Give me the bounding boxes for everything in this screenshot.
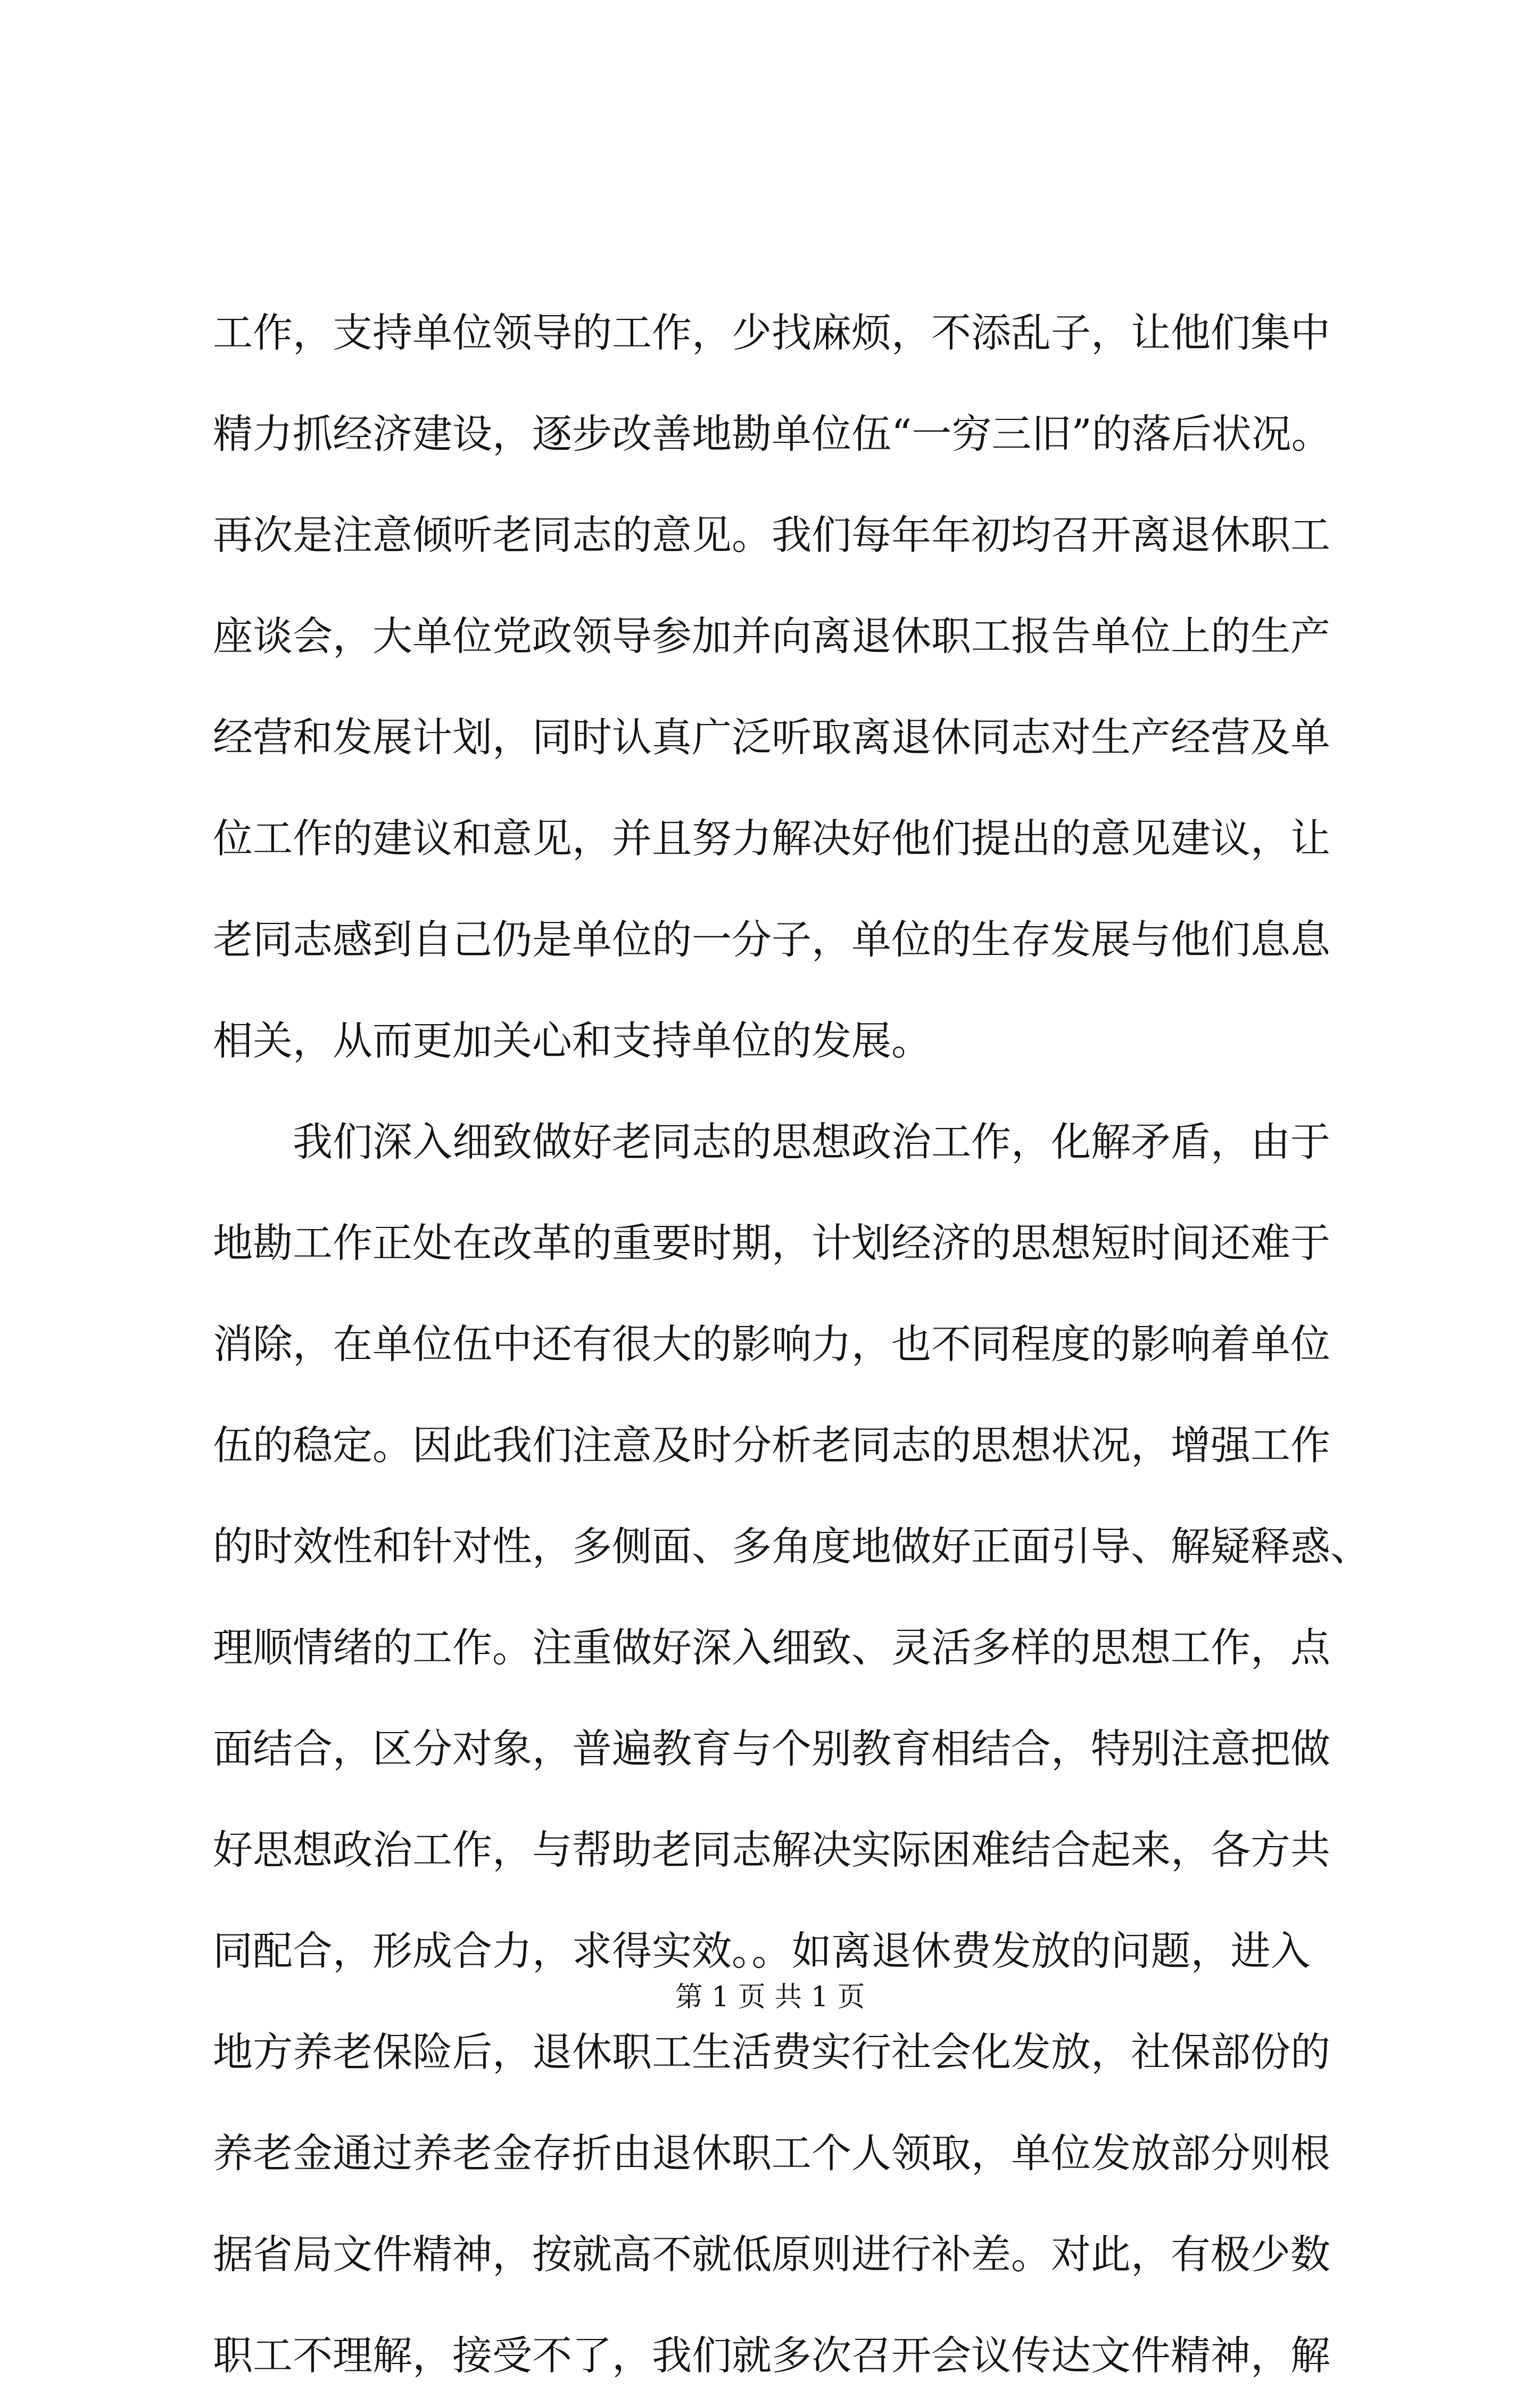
text-line: 消除，在单位伍中还有很大的影响力，也不同程度的影响着单位 <box>213 1321 1331 1367</box>
text-line: 同配合，形成合力，求得实效。。如离退休费发放的问题，进入 <box>213 1927 1311 1974</box>
text-line: 座谈会，大单位党政领导参加并向离退休职工报告单位上的生产 <box>213 613 1331 660</box>
text-line: 养老金通过养老金存折由退休职工个人领取，单位发放部分则根 <box>213 2130 1331 2177</box>
text-line: 相关，从而更加关心和支持单位的发展。 <box>213 1017 932 1064</box>
text-line: 地勘工作正处在改革的重要时期，计划经济的思想短时间还难于 <box>213 1220 1331 1266</box>
page-number-footer: 第 1 页 共 1 页 <box>675 1981 865 2013</box>
text-line: 再次是注意倾听老同志的意见。我们每年年初均召开离退休职工 <box>213 512 1331 558</box>
body-text <box>213 282 1371 2406</box>
text-line: 好思想政治工作，与帮助老同志解决实际困难结合起来，各方共 <box>213 1826 1331 1873</box>
text-line: 经营和发展计划，同时认真广泛听取离退休同志对生产经营及单 <box>213 714 1331 761</box>
text-line: 的时效性和针对性，多侧面、多角度地做好正面引导、解疑释惑、 <box>213 1523 1371 1570</box>
text-line: 据省局文件精神，按就高不就低原则进行补差。对此，有极少数 <box>213 2231 1331 2278</box>
text-line: 伍的稳定。因此我们注意及时分析老同志的思想状况，增强工作 <box>213 1422 1331 1469</box>
text-line: 位工作的建议和意见，并且努力解决好他们提出的意见建议，让 <box>213 815 1331 862</box>
text-line: 工作，支持单位领导的工作，少找麻烦，不添乱子，让他们集中 <box>213 309 1331 356</box>
paragraph-first-line: 我们深入细致做好老同志的思想政治工作，化解矛盾，由于 <box>293 1118 1331 1165</box>
text-line: 精力抓经济建设，逐步改善地勘单位伍“一穷三旧”的落后状况。 <box>213 410 1331 457</box>
text-line: 地方养老保险后，退休职工生活费实行社会化发放，社保部份的 <box>213 2029 1331 2075</box>
text-line: 老同志感到自己仍是单位的一分子，单位的生存发展与他们息息 <box>213 916 1331 963</box>
text-line: 面结合，区分对象，普遍教育与个别教育相结合，特别注意把做 <box>213 1725 1331 1772</box>
text-line: 理顺情绪的工作。注重做好深入细致、灵活多样的思想工作，点 <box>213 1624 1331 1671</box>
text-line: 职工不理解，接受不了，我们就多次召开会议传达文件精神，解 <box>213 2332 1331 2379</box>
